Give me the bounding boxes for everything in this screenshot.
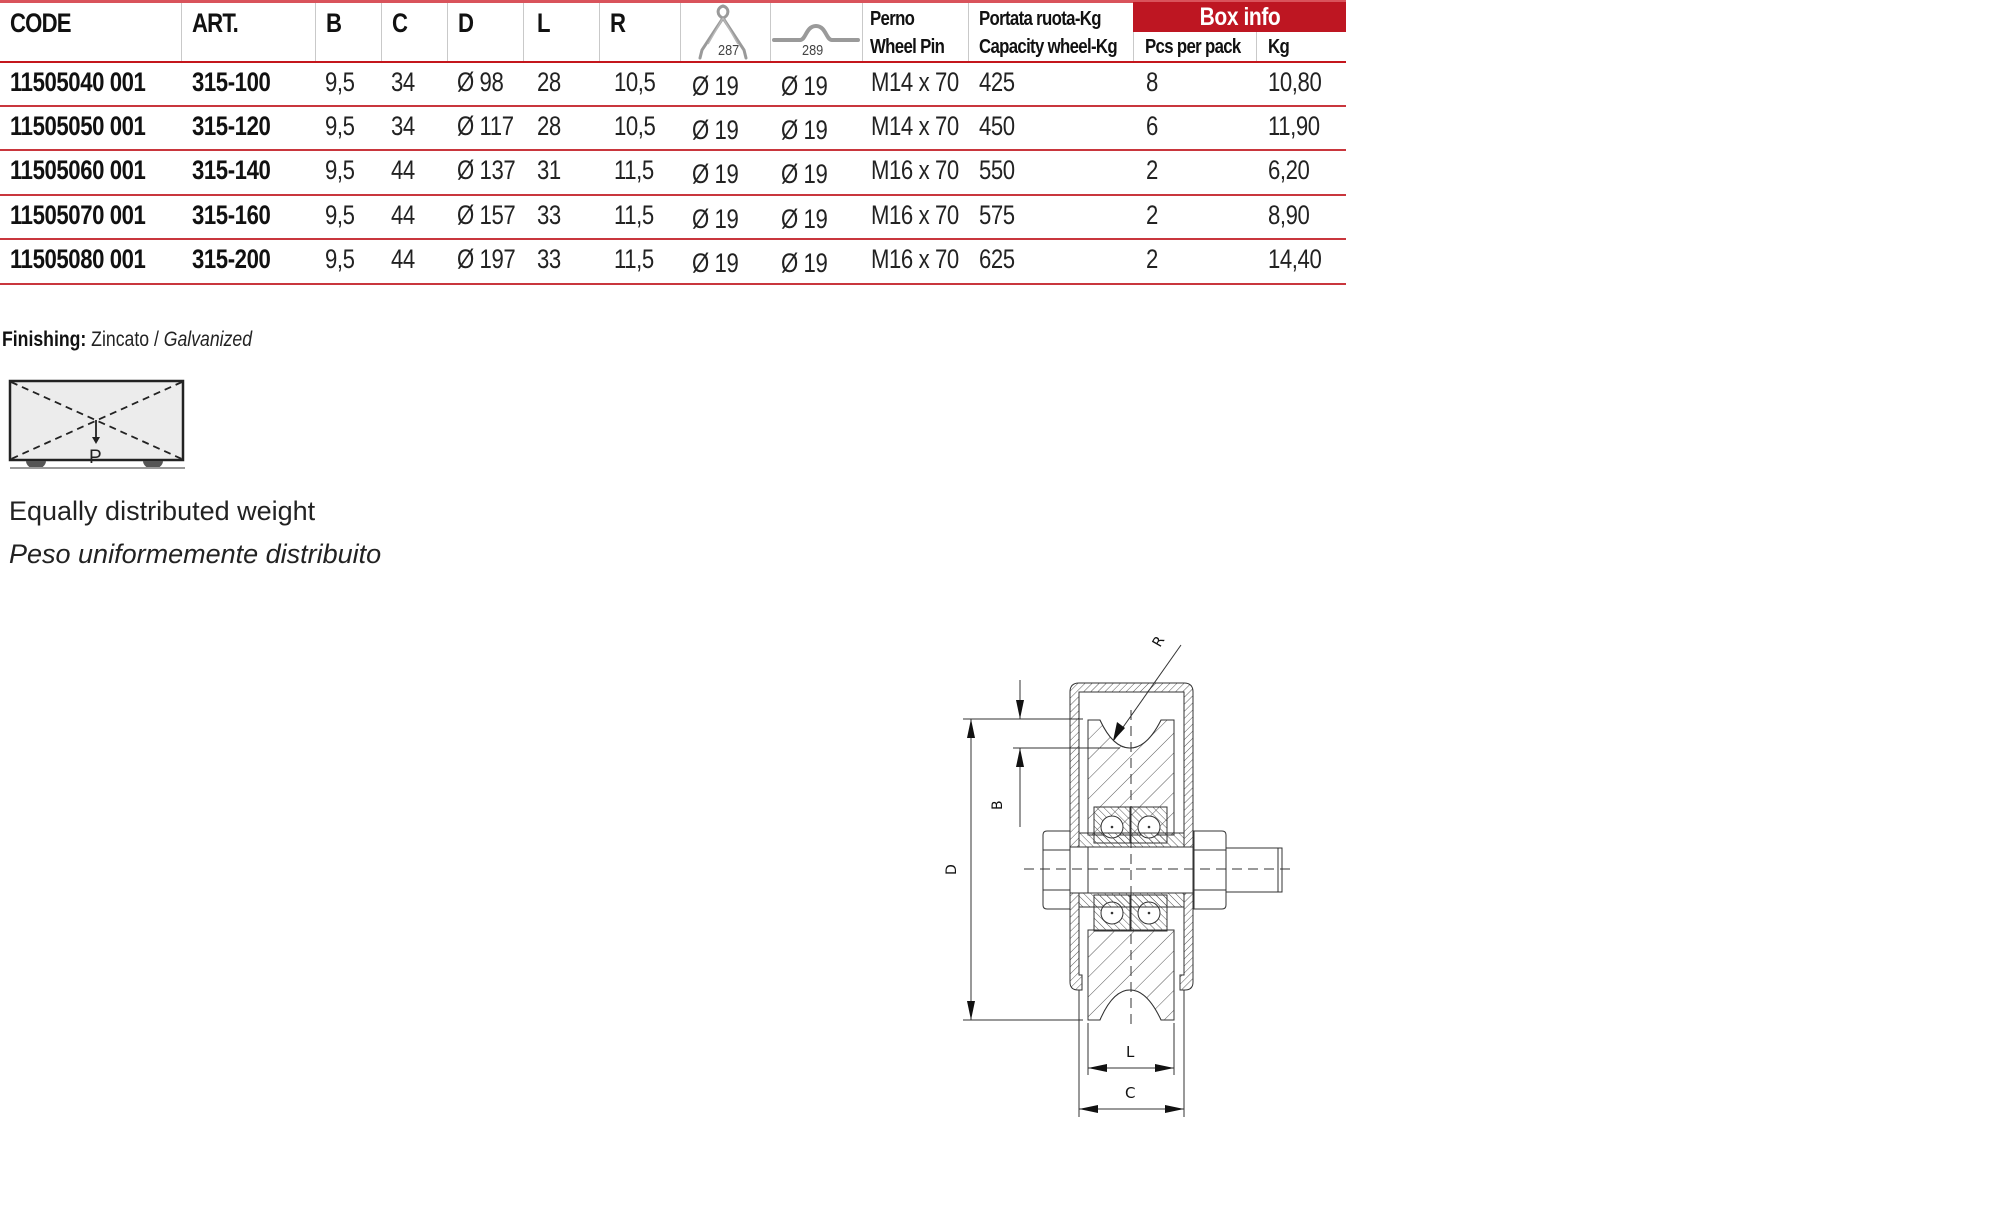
cell-art: 315-120 [192,111,271,141]
header-capacity-it: Portata ruota-Kg [979,8,1101,30]
cell-clip-287: Ø 19 [692,248,739,278]
cell-b: 9,5 [325,200,355,230]
cell-art: 315-100 [192,67,271,97]
dim-label-l: L [1126,1043,1135,1061]
caption-italian: Peso uniformemente distribuito [9,539,382,569]
cell-capacity: 450 [979,111,1015,141]
header-l: L [537,8,550,38]
header-b: B [326,8,342,38]
cell-clip-287: Ø 19 [692,204,739,234]
cell-clip-289: Ø 19 [781,248,828,278]
cell-d: Ø 117 [457,111,514,141]
dim-label-c: C [1125,1084,1136,1102]
cell-l: 31 [537,155,561,185]
cell-l: 33 [537,200,561,230]
cell-pin: M14 x 70 [871,111,959,141]
clip-287-label: 287 [718,42,740,59]
cell-r: 10,5 [614,67,656,97]
row-rule [0,105,1346,107]
cell-pcs: 8 [1146,67,1158,97]
cell-clip-287: Ø 19 [692,115,739,145]
header-divider [1256,32,1257,61]
cell-capacity: 550 [979,155,1015,185]
cell-kg: 11,90 [1268,111,1320,141]
header-pin-it: Perno [870,8,915,30]
cell-clip-289: Ø 19 [781,204,828,234]
cell-c: 44 [391,200,415,230]
finishing-value-en: Galvanized [163,328,253,351]
row-rule [0,283,1346,285]
box-info-header [1133,2,1346,32]
dim-label-b: B [990,800,1006,810]
header-divider [523,3,524,61]
cell-art: 315-200 [192,244,271,274]
cell-b: 9,5 [325,111,355,141]
cell-l: 28 [537,111,561,141]
header-pcs-per-pack: Pcs per pack [1145,36,1241,58]
finishing-line [2,328,252,352]
cell-b: 9,5 [325,67,355,97]
cell-c: 34 [391,67,415,97]
cell-pin: M14 x 70 [871,67,959,97]
cell-pin: M16 x 70 [871,244,959,274]
header-divider [381,3,382,61]
cell-d: Ø 137 [457,155,516,185]
box-info-label: Box info [1199,2,1280,31]
header-r: R [610,8,626,38]
cell-c: 34 [391,111,415,141]
cell-kg: 6,20 [1268,155,1310,185]
header-c: C [392,8,408,38]
dim-label-d: D [944,864,960,875]
cell-art: 315-140 [192,155,271,185]
cell-pin: M16 x 70 [871,155,959,185]
cell-r: 11,5 [614,244,654,274]
load-p-label: P [89,447,102,468]
cell-kg: 8,90 [1268,200,1310,230]
header-divider [770,3,771,61]
cell-pcs: 2 [1146,200,1158,230]
clip-289-label: 289 [802,42,824,59]
cell-d: Ø 157 [457,200,516,230]
cell-d: Ø 98 [457,67,504,97]
cell-l: 28 [537,67,561,97]
header-art: ART. [192,8,238,38]
cell-art: 315-160 [192,200,271,230]
header-pin-en: Wheel Pin [870,36,945,58]
finishing-value-it: Zincato [91,328,150,351]
cell-b: 9,5 [325,244,355,274]
cell-clip-287: Ø 19 [692,71,739,101]
header-divider [447,3,448,61]
spec-table [0,0,1346,286]
header-divider [968,3,969,61]
cell-pcs: 2 [1146,155,1158,185]
header-divider [315,3,316,61]
wheel-technical-drawing [940,630,1340,1150]
cell-clip-289: Ø 19 [781,71,828,101]
header-divider [680,3,681,61]
cell-code: 11505060 001 [10,155,146,185]
row-rule [0,194,1346,196]
cell-b: 9,5 [325,155,355,185]
row-rule [0,149,1346,151]
cell-clip-289: Ø 19 [781,159,828,189]
cell-c: 44 [391,244,415,274]
cell-c: 44 [391,155,415,185]
cell-code: 11505080 001 [10,244,146,274]
header-divider [181,3,182,61]
header-code: CODE [10,8,71,38]
cell-capacity: 575 [979,200,1015,230]
cell-code: 11505070 001 [10,200,146,230]
header-rule [0,61,1346,63]
finishing-separator: / [149,328,164,351]
cell-pin: M16 x 70 [871,200,959,230]
header-divider [599,3,600,61]
cell-code: 11505050 001 [10,111,146,141]
cell-kg: 10,80 [1268,67,1322,97]
cell-clip-287: Ø 19 [692,159,739,189]
header-capacity-en: Capacity wheel-Kg [979,36,1117,58]
row-rule [0,238,1346,240]
cell-kg: 14,40 [1268,244,1322,274]
cell-code: 11505040 001 [10,67,146,97]
cell-capacity: 425 [979,67,1015,97]
cell-r: 11,5 [614,155,654,185]
cell-pcs: 6 [1146,111,1158,141]
finishing-label: Finishing: [2,328,87,351]
cell-r: 10,5 [614,111,656,141]
header-kg: Kg [1268,36,1290,58]
dim-label-r: R [1149,633,1169,650]
cell-l: 33 [537,244,561,274]
cell-pcs: 2 [1146,244,1158,274]
header-divider [862,3,863,61]
cell-r: 11,5 [614,200,654,230]
caption-english: Equally distributed weight [9,496,316,526]
header-d: D [458,8,474,38]
cell-d: Ø 197 [457,244,516,274]
cell-capacity: 625 [979,244,1015,274]
cell-clip-289: Ø 19 [781,115,828,145]
